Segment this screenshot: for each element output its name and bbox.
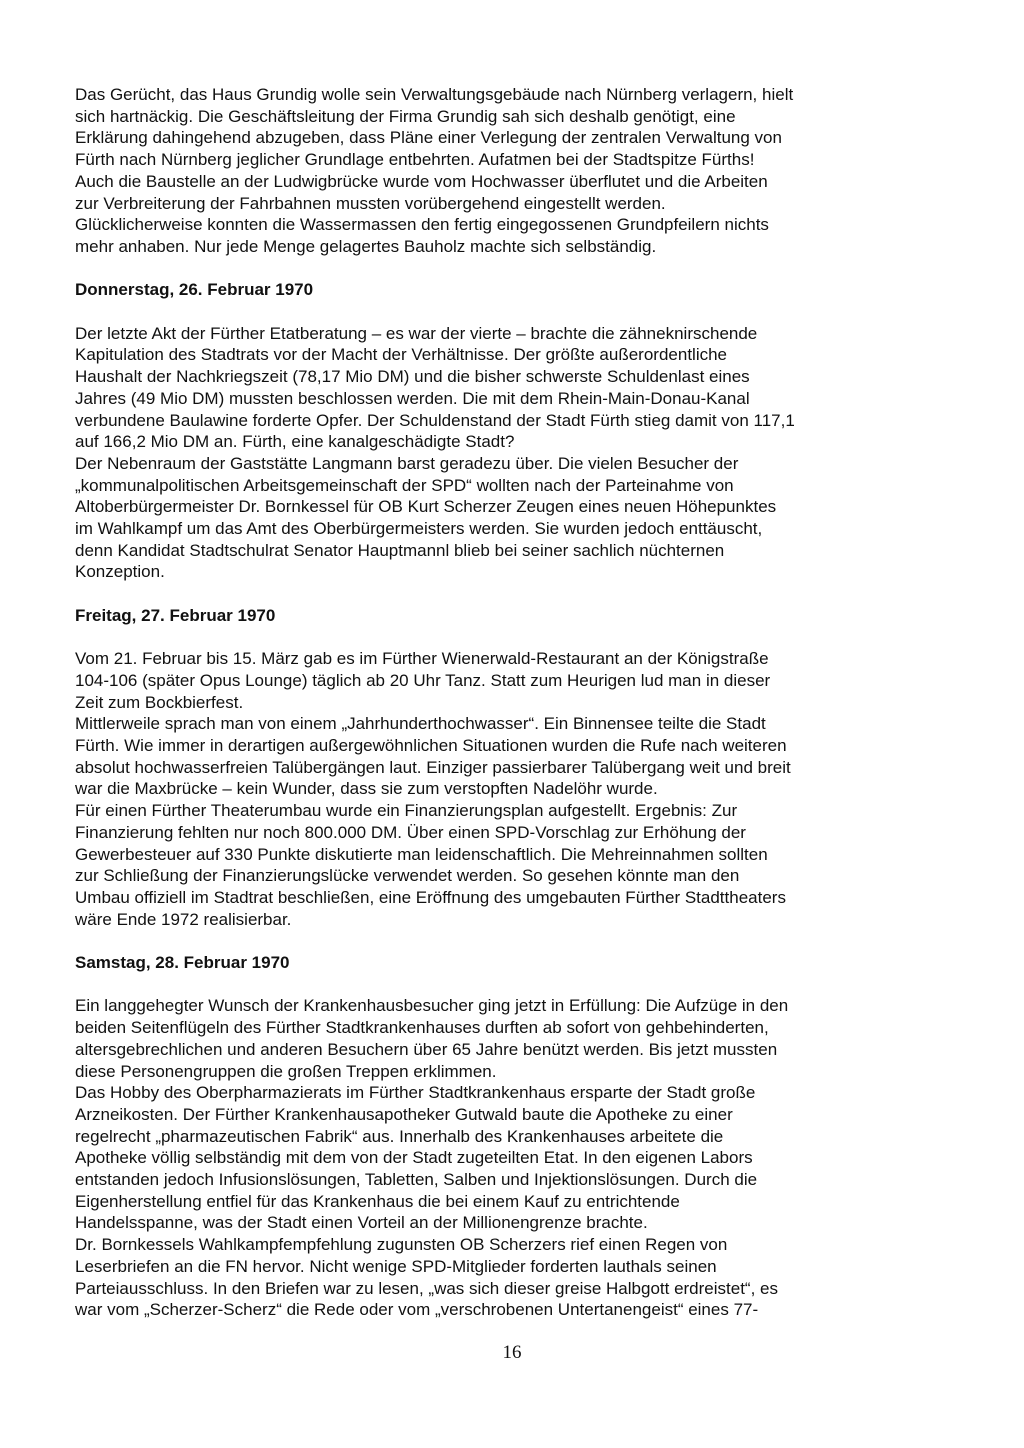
text-line: Apotheke völlig selbständig mit dem von der Stadt zugeteilten Etat. In den eigenen Labors — [75, 1148, 753, 1168]
date-heading: Samstag, 28. Februar 1970 — [75, 953, 290, 973]
text-line: mehr anhaben. Nur jede Menge gelagertes Bauholz machte sich selbständig. — [75, 236, 657, 256]
text-line: Zeit zum Bockbierfest. — [75, 692, 244, 712]
text-line: Gewerbesteuer auf 330 Punkte diskutierte man leidenschaftlich. Die Mehreinnahmen sollten — [75, 844, 768, 864]
text-line: Erklärung dahingehend abzugeben, dass Pläne einer Verlegung der zentralen Verwaltung von — [75, 128, 782, 148]
date-heading: Donnerstag, 26. Februar 1970 — [75, 280, 314, 300]
text-line: Kapitulation des Stadtrats vor der Macht der Verhältnisse. Der größte außerordentliche — [75, 345, 728, 365]
text-line: Dr. Bornkessels Wahlkampfempfehlung zugunsten OB Scherzers rief einen Regen von — [75, 1235, 728, 1255]
text-line: entstanden jedoch Infusionslösungen, Tabletten, Salben und Injektionslösungen. Durch die — [75, 1170, 758, 1190]
text-line: Fürth. Wie immer in derartigen außergewöhnlichen Situationen wurden die Rufe nach weiteren — [75, 736, 787, 756]
text-line: Jahres (49 Mio DM) mussten beschlossen werden. Die mit dem Rhein-Main-Donau-Kanal — [75, 388, 750, 408]
paragraph-gap — [75, 301, 885, 323]
paragraph — [75, 323, 885, 583]
paragraph-gap — [75, 583, 885, 605]
text-line: 104-106 (später Opus Lounge) täglich ab 20 Uhr Tanz. Statt zum Heurigen lud man in dieser — [75, 670, 771, 690]
text-line: absolut hochwasserfreien Talübergängen laut. Einziger passierbarer Talübergang weit und breit — [75, 757, 791, 777]
text-line: Arzneikosten. Der Fürther Krankenhausapotheker Gutwald baute die Apotheke zu einer — [75, 1104, 733, 1124]
text-line: zur Verbreiterung der Fahrbahnen mussten vorübergehend eingestellt werden. — [75, 193, 666, 213]
text-line: Fürth nach Nürnberg jeglicher Grundlage entbehrten. Aufatmen bei der Stadtspitze Fürths! — [75, 150, 755, 170]
text-line: „kommunalpolitischen Arbeitsgemeinschaft der SPD“ wollten nach der Parteinahme von — [75, 475, 734, 495]
text-line: wäre Ende 1972 realisierbar. — [75, 909, 292, 929]
text-line: Das Hobby des Oberpharmazierats im Fürther Stadtkrankenhaus ersparte der Stadt große — [75, 1083, 756, 1103]
text-line: Haushalt der Nachkriegszeit (78,17 Mio DM) und die bisher schwerste Schuldenlast eines — [75, 367, 750, 387]
text-line: auf 166,2 Mio DM an. Fürth, eine kanalgeschädigte Stadt? — [75, 432, 515, 452]
text-line: Altoberbürgermeister Dr. Bornkessel für OB Kurt Scherzer Zeugen eines neuen Höhepunktes — [75, 497, 777, 517]
text-line: war die Maxbrücke – kein Wunder, dass sie zum verstopften Nadelöhr wurde. — [75, 779, 658, 799]
text-line: Finanzierung fehlten nur noch 800.000 DM. Über einen SPD-Vorschlag zur Erhöhung der — [75, 822, 746, 842]
text-line: diese Personengruppen die großen Treppen erklimmen. — [75, 1061, 497, 1081]
text-line: Glücklicherweise konnten die Wassermassen den fertig eingegossenen Grundpfeilern nichts — [75, 215, 769, 235]
paragraph-gap — [75, 258, 885, 280]
paragraph — [75, 648, 885, 930]
paragraph-gap — [75, 930, 885, 952]
text-line: Vom 21. Februar bis 15. März gab es im Fürther Wienerwald-Restaurant an der Königstraße — [75, 649, 769, 669]
text-line: Eigenherstellung entfiel für das Krankenhaus die bei einem Kauf zu entrichtende — [75, 1191, 680, 1211]
text-line: sich hartnäckig. Die Geschäftsleitung der Firma Grundig sah sich deshalb genötigt, eine — [75, 106, 736, 126]
paragraph — [75, 995, 885, 1321]
text-line: Für einen Fürther Theaterumbau wurde ein Finanzierungsplan aufgestellt. Ergebnis: Zur — [75, 801, 738, 821]
text-line: Das Gerücht, das Haus Grundig wolle sein Verwaltungsgebäude nach Nürnberg verlagern, hielt — [75, 85, 794, 104]
paragraph-gap — [75, 974, 885, 996]
date-heading: Freitag, 27. Februar 1970 — [75, 605, 276, 625]
text-line: Handelsspanne, was der Stadt einen Vorteil an der Millionengrenze brachte. — [75, 1213, 648, 1233]
text-line: Leserbriefen an die FN hervor. Nicht wenige SPD-Mitglieder forderten lauthals seinen — [75, 1256, 717, 1276]
text-line: Ein langgehegter Wunsch der Krankenhausbesucher ging jetzt in Erfüllung: Die Aufzüge in den — [75, 996, 789, 1016]
text-line: Mittlerweile sprach man von einem „Jahrhunderthochwasser“. Ein Binnensee teilte die Stadt — [75, 714, 766, 734]
paragraph — [75, 84, 885, 258]
text-line: Der letzte Akt der Fürther Etatberatung – es war der vierte – brachte die zähneknirschende — [75, 323, 758, 343]
text-line: zur Schließung der Finanzierungslücke verwendet werden. So gesehen könnte man den — [75, 866, 740, 886]
text-line: Parteiausschluss. In den Briefen war zu lesen, „was sich dieser greise Halbgott erdreistet“, es — [75, 1278, 778, 1298]
text-line: Auch die Baustelle an der Ludwigbrücke wurde vom Hochwasser überflutet und die Arbeiten — [75, 171, 768, 191]
text-line: war vom „Scherzer-Scherz“ die Rede oder vom „verschrobenen Untertanengeist“ eines 77- — [75, 1300, 759, 1320]
text-line: regelrecht „pharmazeutischen Fabrik“ aus. Innerhalb des Krankenhauses arbeitete die — [75, 1126, 724, 1146]
document-body — [75, 84, 885, 1321]
text-line: denn Kandidat Stadtschulrat Senator Hauptmannl blieb bei seiner sachlich nüchternen — [75, 540, 725, 560]
text-line: Der Nebenraum der Gaststätte Langmann barst geradezu über. Die vielen Besucher der — [75, 453, 739, 473]
text-line: Umbau offiziell im Stadtrat beschließen, eine Eröffnung des umgebauten Fürther Stadttheaters — [75, 887, 786, 907]
text-line: Konzeption. — [75, 562, 165, 582]
text-line: altersgebrechlichen und anderen Besuchern über 65 Jahre benützt werden. Bis jetzt mussten — [75, 1039, 778, 1059]
page-number: 16 — [502, 1342, 522, 1363]
text-line: im Wahlkampf um das Amt des Oberbürgermeisters werden. Sie wurden jedoch enttäuscht, — [75, 519, 763, 539]
text-line: beiden Seitenflügeln des Fürther Stadtkrankenhauses durften ab sofort von gehbehinderten, — [75, 1018, 769, 1038]
text-line: verbundene Baulawine forderte Opfer. Der Schuldenstand der Stadt Fürth stieg damit von 117,1 — [75, 410, 795, 430]
paragraph-gap — [75, 627, 885, 649]
